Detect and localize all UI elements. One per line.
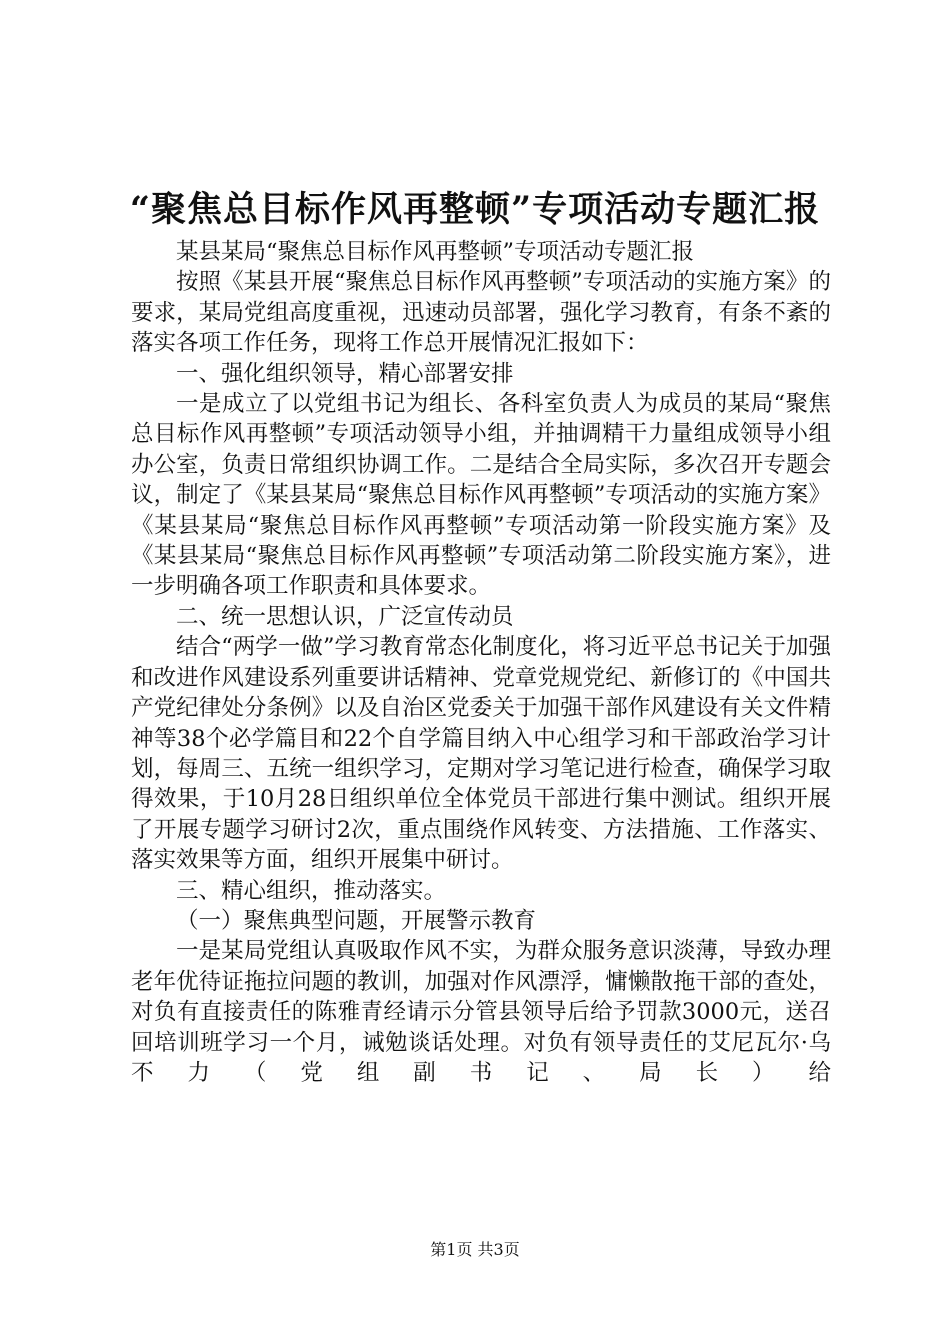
- section-heading-3: 三、精心组织，推动落实。: [176, 877, 447, 904]
- page-footer: 第1页 共3页: [430, 1240, 520, 1259]
- document-body: [131, 237, 831, 1088]
- section-heading-1: 一、强化组织领导，精心部署安排: [176, 360, 514, 387]
- section-2-paragraph: 结合“两学一做”学习教育常态化制度化，将习近平总书记关于加强和改进作风建设系列重要讲话精神、党章党规党纪、新修订的《中国共产党纪律处分条例》以及自治区党委关于加强干部作风建设有关文件精神等38个必学篇目和22个自学篇目纳入中心组学习和干部政治学习计划，每周三、五统一组织学习，定期对学习笔记进行检查，确保学习取得效果，于10月28日组织单位全体党员干部进行集中测试。组织开展了开展专题学习研讨2次，重点围绕作风转变、方法措施、工作落实、落实效果等方面，组织开展集中研讨。: [131, 634, 831, 874]
- section-1-paragraph: 一是成立了以党组书记为组长、各科室负责人为成员的某局“聚焦总目标作风再整顿”专项活动领导小组，并抽调精干力量组成领导小组办公室，负责日常组织协调工作。二是结合全局实际，多次召开专题会议，制定了《某县某局“聚焦总目标作风再整顿”专项活动的实施方案》《某县某局“聚焦总目标作风再整顿”专项活动第一阶段实施方案》及《某县某局“聚焦总目标作风再整顿”专项活动第二阶段实施方案》，进一步明确各项工作职责和具体要求。: [131, 391, 831, 600]
- report-subtitle-paragraph: 某县某局“聚焦总目标作风再整顿”专项活动专题汇报: [176, 239, 695, 265]
- subsection-heading-1: （一）聚焦典型问题，开展警示教育: [176, 907, 537, 934]
- document-title: “聚焦总目标作风再整顿”专项活动专题汇报: [129, 189, 821, 230]
- intro-paragraph: 按照《某县开展“聚焦总目标作风再整顿”专项活动的实施方案》的要求，某局党组高度重视，迅速动员部署，强化学习教育，有条不紊的落实各项工作任务，现将工作总开展情况汇报如下：: [131, 269, 831, 357]
- section-heading-2: 二、统一思想认识，广泛宣传动员: [176, 603, 514, 630]
- subsection-1-paragraph: 一是某局党组认真吸取作风不实，为群众服务意识淡薄，导致办理老年优待证拖拉问题的教训，加强对作风漂浮，慵懒散拖干部的查处，对负有直接责任的陈雅青经请示分管县领导后给予罚款3000元，送召回培训班学习一个月，诫勉谈话处理。对负有领导责任的艾尼瓦尔·乌不力（党组副书记、局长）给: [131, 938, 831, 1086]
